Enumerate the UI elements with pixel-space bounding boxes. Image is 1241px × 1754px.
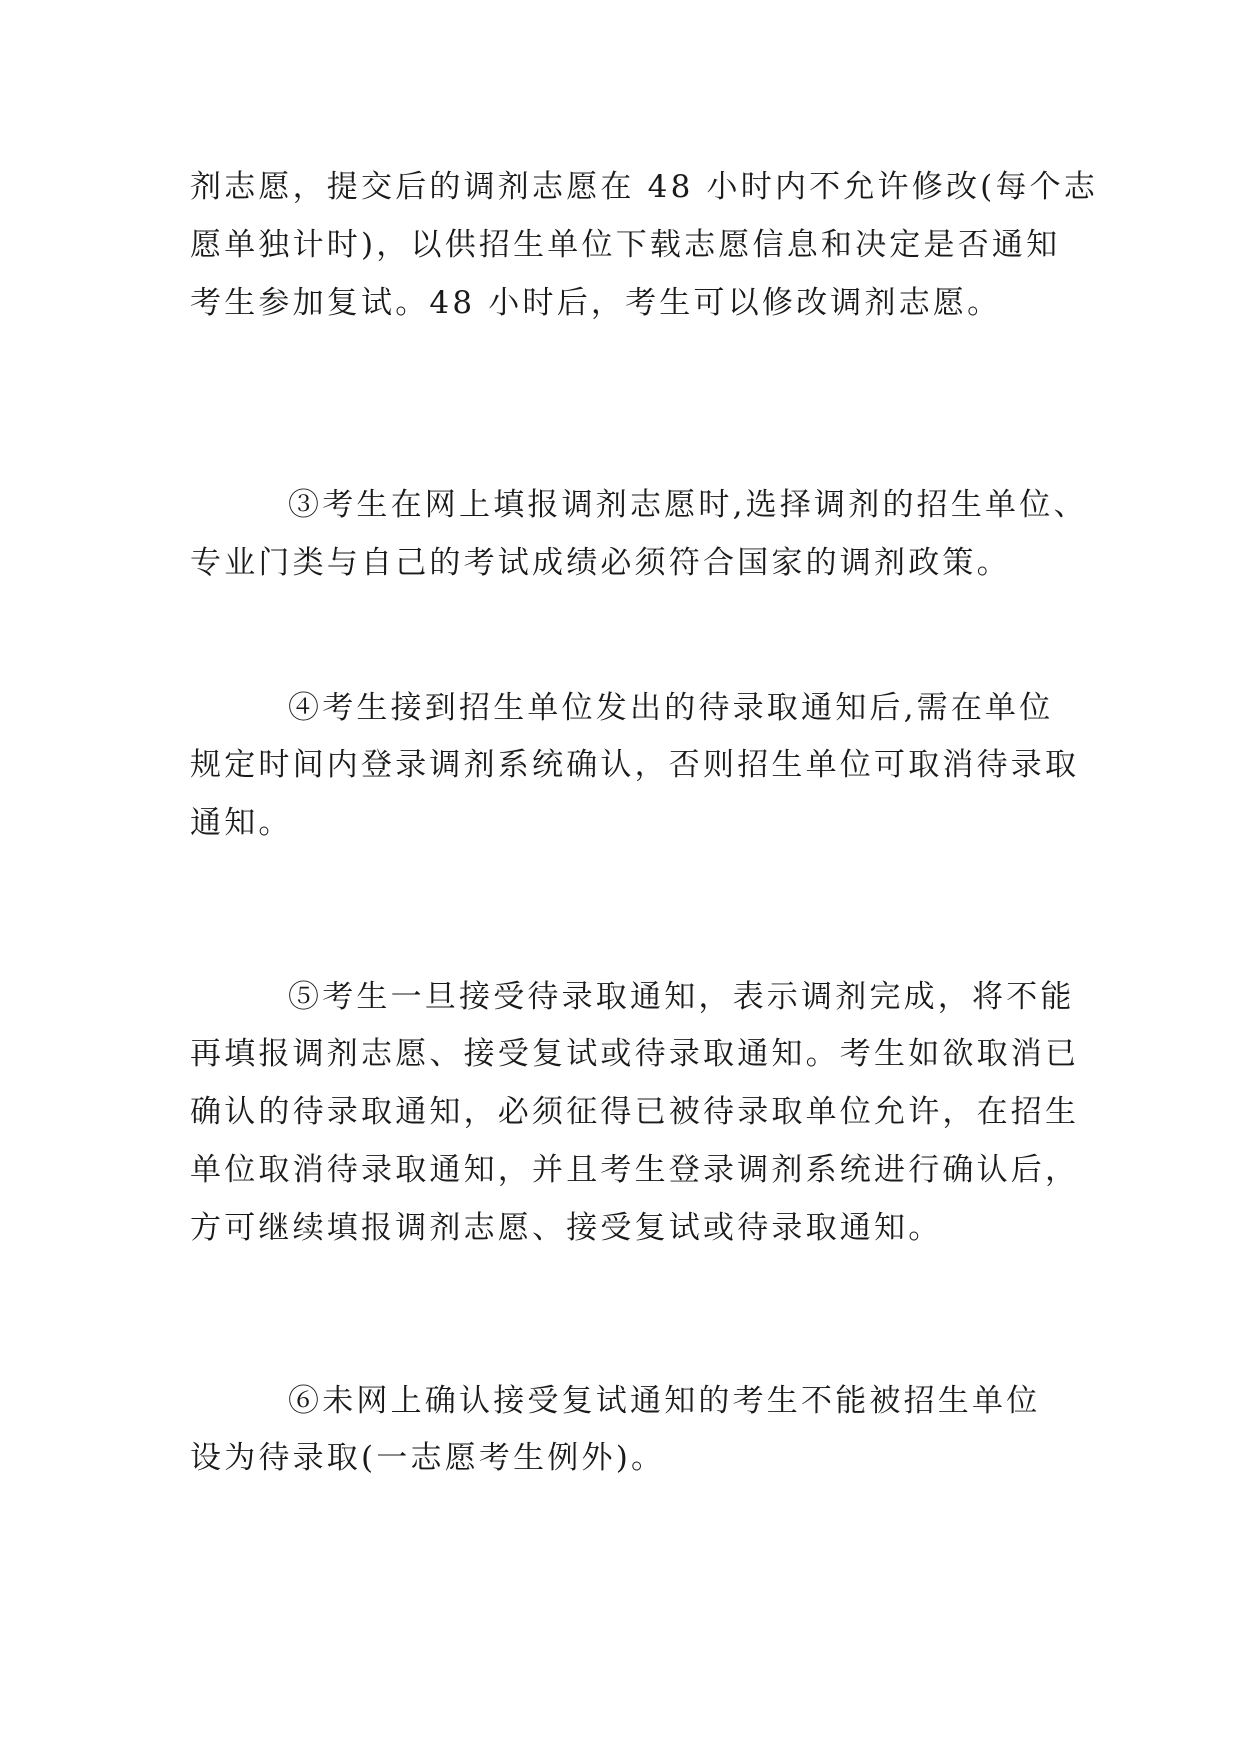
paragraph-4-line-1: ⑤考生一旦接受待录取通知，表示调剂完成，将不能 [288,979,1075,1015]
paragraph-3-line-2: 规定时间内登录调剂系统确认，否则招生单位可取消待录取 [190,747,1080,783]
paragraph-4-line-3: 确认的待录取通知，必须征得已被待录取单位允许，在招生 [190,1094,1080,1130]
paragraph-4-line-5: 方可继续填报调剂志愿、接受复试或待录取通知。 [190,1210,943,1246]
paragraph-1-line-2: 愿单独计时)，以供招生单位下载志愿信息和决定是否通知 [190,227,1061,263]
paragraph-5-line-1: ⑥未网上确认接受复试通知的考生不能被招生单位 [288,1383,1041,1419]
paragraph-1-line-3: 考生参加复试。48 小时后，考生可以修改调剂志愿。 [190,285,1002,321]
paragraph-1-line-1: 剂志愿，提交后的调剂志愿在 48 小时内不允许修改(每个志 [190,169,1099,205]
paragraph-2-line-1: ③考生在网上填报调剂志愿时,选择调剂的招生单位、 [288,487,1088,523]
paragraph-3-line-1: ④考生接到招生单位发出的待录取通知后,需在单位 [288,690,1054,726]
paragraph-4-line-4: 单位取消待录取通知，并且考生登录调剂系统进行确认后， [190,1152,1080,1188]
paragraph-5-line-2: 设为待录取(一志愿考生例外)。 [190,1440,666,1476]
paragraph-2-line-2: 专业门类与自己的考试成绩必须符合国家的调剂政策。 [190,545,1011,581]
paragraph-4-line-2: 再填报调剂志愿、接受复试或待录取通知。考生如欲取消已 [190,1036,1080,1072]
paragraph-3-line-3: 通知。 [190,805,293,841]
